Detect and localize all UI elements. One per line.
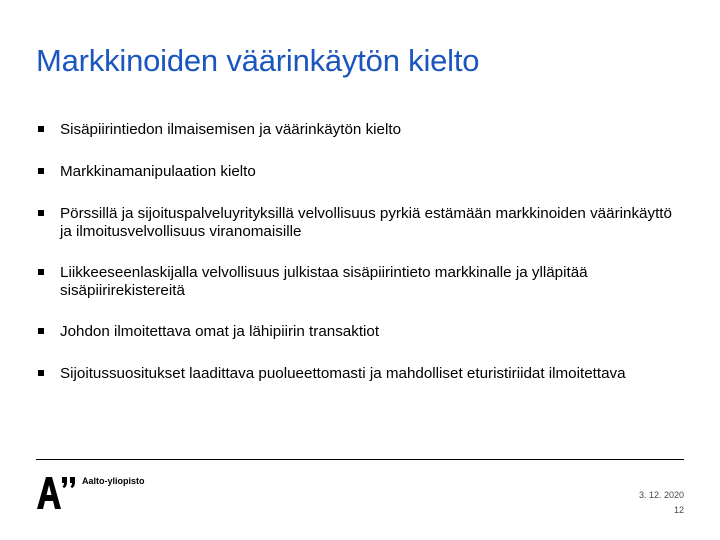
bullet-item [36,121,686,139]
footer-divider [36,459,684,460]
bullet-item [36,365,686,383]
page-number: 12 [673,505,684,515]
bullet-item [36,163,686,181]
bullet-text: Sisäpiirintiedon ilmaisemisen ja väärinkäytön kielto [60,121,402,138]
bullet-square-icon [38,168,44,174]
slide-date: 3. 12. 2020 [638,490,684,500]
organization-name: Aalto-yliopisto [82,476,145,486]
bullet-text: Liikkeeseenlaskijalla velvollisuus julkistaa sisäpiirintieto markkinalle ja ylläpitää sisäpiirirekistereitä [60,264,588,299]
slide-title: Markkinoiden väärinkäytön kielto [36,42,480,78]
bullet-text: Sijoitussuositukset laadittava puolueettomasti ja mahdolliset eturistiriidat ilmoitettava [60,365,626,382]
bullet-text: Pörssillä ja sijoituspalveluyrityksillä velvollisuus pyrkiä estämään markkinoiden väärinkäyttö ja ilmoitusvelvollisuus viranomaisille [60,205,672,240]
bullet-item [36,264,686,299]
bullet-text: Johdon ilmoitettava omat ja lähipiirin transaktiot [60,323,380,340]
bullet-square-icon [38,126,44,132]
aalto-logo-icon [37,474,77,510]
bullet-square-icon [38,370,44,376]
bullet-square-icon [38,210,44,216]
bullet-square-icon [38,269,44,275]
bullet-square-icon [38,328,44,334]
bullet-text: Markkinamanipulaation kielto [60,163,256,180]
bullet-item [36,205,686,240]
bullet-item [36,323,686,341]
